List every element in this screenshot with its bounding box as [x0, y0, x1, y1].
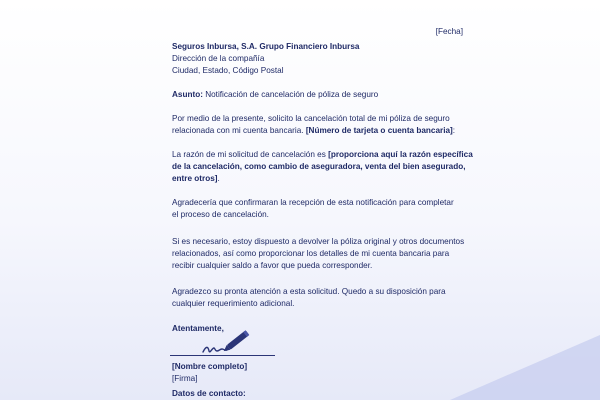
name-placeholder: [Nombre completo] [172, 362, 248, 371]
account-placeholder: [Número de tarjeta o cuenta bancaria] [305, 126, 453, 135]
paragraph5-line2: cualquier requerimiento adicional. [172, 299, 295, 308]
firm-placeholder: [Firma] [172, 374, 198, 383]
paragraph1-line2-text: relacionada con mi cuenta bancaria. [172, 126, 306, 135]
paragraph1-line1: Por medio de la presente, solicito la cancelación total de mi póliza de seguro [172, 114, 450, 123]
closing-text: Atentamente, [172, 324, 224, 333]
recipient-company: Seguros Inbursa, S.A. Grupo Financiero Inbursa [172, 42, 360, 51]
pen-signature-icon [200, 326, 256, 356]
paragraph5-line1: Agradezco su pronta atención a esta solicitud. Quedo a su disposición para [172, 287, 446, 296]
paragraph2-line3-end: . [217, 174, 220, 183]
subject-text: Notificación de cancelación de póliza de seguro [202, 90, 379, 99]
reason-placeholder-part2: de la cancelación, como cambio de aseguradora, venta del bien asegurado, [172, 162, 466, 171]
recipient-address: Dirección de la compañía [172, 54, 265, 63]
subject-line [172, 89, 378, 101]
paragraph4-line1: Si es necesario, estoy dispuesto a devolver la póliza original y otros documentos [172, 237, 465, 246]
paragraph2-line1 [172, 149, 473, 161]
paragraph4-line3: recibir cualquier saldo a favor que pueda corresponder. [172, 261, 373, 270]
paragraph4-line2: relacionados, así como proporcionar los detalles de mi cuenta bancaria para [172, 249, 450, 258]
paragraph2-line1-text: La razón de mi solicitud de cancelación es [172, 150, 329, 159]
subject-label: Asunto: [172, 90, 203, 99]
reason-placeholder-part1: [proporciona aquí la razón específica [328, 150, 473, 159]
date-placeholder: [Fecha] [435, 27, 463, 36]
paragraph3-line1: Agradecería que confirmaran la recepción de esta notificación para completar [172, 198, 454, 207]
signature-line [170, 355, 275, 356]
paragraph1-line2 [172, 125, 455, 137]
paragraph3-line2: el proceso de cancelación. [172, 210, 269, 219]
reason-placeholder-part3: entre otros] [172, 174, 218, 183]
contact-label: Datos de contacto: [172, 389, 246, 398]
recipient-city: Ciudad, Estado, Código Postal [172, 66, 284, 75]
paragraph2-line3 [172, 173, 220, 185]
paragraph1-line2-end: : [452, 126, 456, 135]
